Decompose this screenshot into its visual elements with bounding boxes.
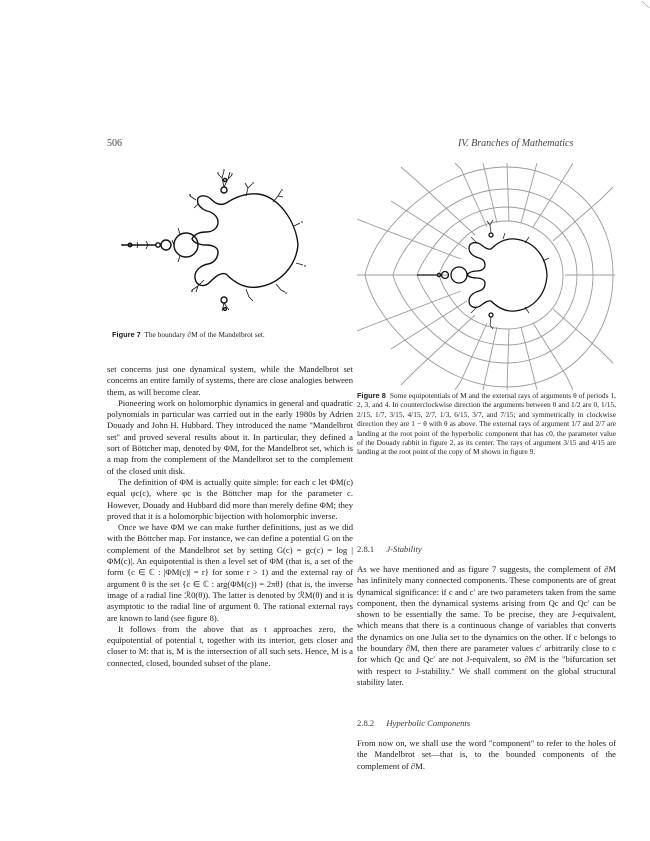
page-number: 506 — [107, 138, 122, 149]
figure-8-equipotentials-rays — [357, 163, 616, 390]
paragraph: From now on, we shall use the word "component" to refer to the holes of the Mandelbrot set—that is, to the bounded components of the complement of ∂M. — [357, 738, 616, 771]
paragraph: Pioneering work on holomorphic dynamics in general and quadratic polynomials in particular was carried out in the early 1980s by Adrien Douady and John H. Hubbard. They introduced the name "Mandelbrot set" and proved several results about it. In particular, they defined a sort of Böttcher map, denoted by ΦM, for the Mandelbrot set, which is a map from the complement of the Mandelbrot set to the complement of the closed unit disk. — [107, 397, 353, 476]
figure-7-label: Figure 7 — [112, 330, 141, 339]
left-column — [107, 364, 353, 669]
section-number: 2.8.1 — [357, 544, 375, 554]
section-number: 2.8.2 — [357, 718, 375, 728]
figure-8-label: Figure 8 — [357, 391, 386, 400]
section-heading-j-stability — [357, 544, 422, 554]
paragraph: The definition of ΦM is actually quite simple: for each c let ΦM(c) equal φc(c), where φc is the Böttcher map for the parameter c. However, Douady and Hubbard did more than merely define ΦM; they proved that it is a holomorphic bijection with holomorphic inverse. — [107, 476, 353, 521]
paragraph: Once we have ΦM we can make further definitions, just as we did with the Böttcher map. For instance, we can define a potential G on the complement of the Mandelbrot set by setting G(c) = gc(c) = log |ΦM(c)|. An equipotential is then a level set of ΦM (that is, a set of the form {c ∈ ℂ : |ΦM(c)| = r} for some r > 1) and the external ray of argument θ is the set {c ∈ ℂ : arg(ΦM(c)) = 2πθ} (that is, the inverse image of a radial line ℛ0(θ)). The latter is denoted by ℛM(θ) and it is asymptotic to the radial line of argument θ. The rational external rays are known to land (see figure 8). — [107, 522, 353, 623]
section-j-stability-body — [357, 564, 616, 688]
figure-7-mandelbrot-boundary — [108, 166, 348, 314]
figure-7-caption — [112, 330, 352, 339]
corner-mark-icon — [640, 0, 650, 10]
running-header: IV. Branches of Mathematics — [458, 138, 574, 149]
section-heading-hyperbolic-components — [357, 718, 470, 728]
section-title: Hyperbolic Components — [386, 718, 471, 728]
paragraph: set concerns just one dynamical system, while the Mandelbrot set concerns an entire family of systems, there are close analogies between them, as will become clear. — [107, 364, 353, 397]
figure-7-caption-text: The boundary ∂M of the Mandelbrot set. — [144, 330, 265, 339]
figure-8-caption-text: Some equipotentials of M and the external rays of arguments θ of periods 1, 2, 3, and 4. In counterclockwise direction the arguments between 0 and 1/2 are 0, 1/15, 2/15, 1/7, 3/15, 4/15, 2/7, 1/3, 6/15, 3/7, and 7/15; and symmetrically in clockwise direction they are 1 − θ with θ as above. The external rays of argument 1/7 and 2/7 are landing at the root point of the hyperbolic component that has c0, the parameter value of the Douady rabbit in figure 2, as its center. The rays of argument 3/15 and 4/15 are landing at the root point of the copy of M shown in figure 9. — [357, 391, 616, 457]
section-hyperbolic-components-body — [357, 738, 616, 772]
paragraph: As we have mentioned and as figure 7 suggests, the complement of ∂M has infinitely many connected components. These components are of great dynamical significance: if c and c′ are two parameters taken from the same component, then the dynamical systems arising from Qc and Qc′ can be shown to be essentially the same. To be precise, they are J-equivalent, which means that there is a continuous change of variables that converts the dynamics on one Julia set to the dynamics on the other. If c belongs to the boundary ∂M, then there are parameter values c′ arbitrarily close to c for which Qc and Qc′ are not J-equivalent, so ∂M is the "bifurcation set with respect to J-stability." We shall comment on the global structural stability later. — [357, 564, 616, 687]
figure-8-caption — [357, 391, 616, 457]
section-title: J-Stability — [386, 544, 422, 554]
paragraph: It follows from the above that as t approaches zero, the equipotential of potential t, together with its interior, gets closer and closer to M: that is, M is the intersection of all such sets. Hence, M is a connected, closed, bounded subset of the plane. — [107, 623, 353, 668]
